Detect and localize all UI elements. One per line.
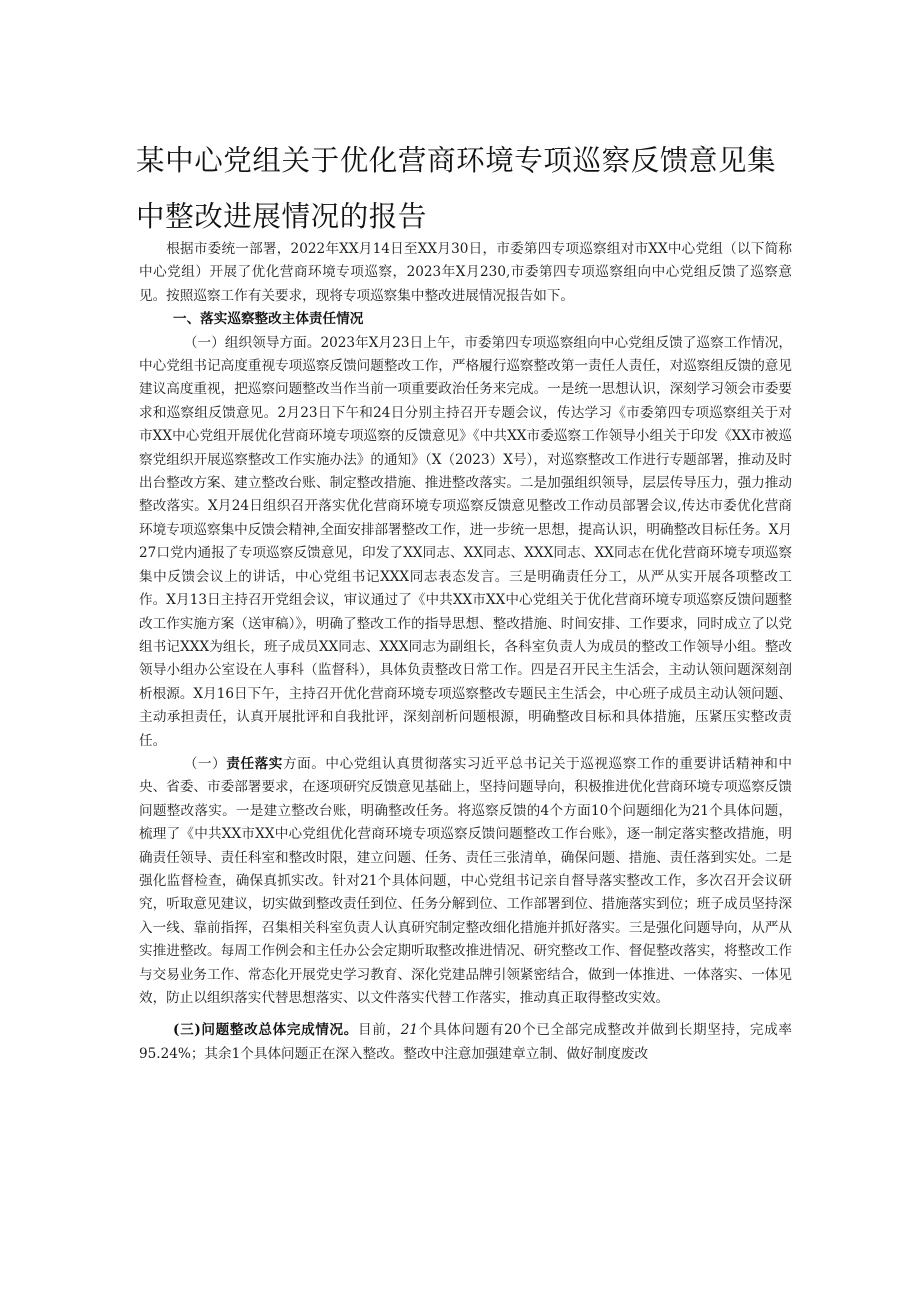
responsibility-text: 方面。中心党组认真贯彻落实习近平总书记关于巡视巡察工作的重要讲话精神和中央、省委、市委部署要求，在逐项研究反馈意见基础上，坚持问题导向，积极推进优化营商环境专项巡察反馈问题整改落实。一是建立整改台账，明确整改任务。将巡察反馈的4个方面10个问题细化为21个具体问题，梳理了《中共XX市XX中心党组优化营商环境专项巡察反馈问题整改工作台账》，逐一制定落实整改措施，明确责任领导、责任科室和整改时限，建立问题、任务、责任三张清单，确保问题、措施、责任落到实处。二是强化监督检查，确保真抓实改。针对21个具体问题，中心党组书记亲自督导落实整改工作，多次召开会议研究，听取意见建议，切实做到整改责任到位、任务分解到位、工作部署到位、措施落实到位；班子成员坚持深入一线、靠前指挥，召集相关科室负责人认真研究制定整改细化措施并抓好落实。三是强化问题导向，从严从实推进整改。每周工作例会和主任办公会定期听取整改推进情况、研究整改工作、督促整改落实，将整改工作与交易业务工作、常态化开展党史学习教育、深化党建品牌引领紧密结合，做到一体推进、一体落实、一体见效，防止以组织落实代替思想落实、以文件落实代替工作落实，推动真正取得整改实效。 xyxy=(139,755,793,1006)
completion-count: 21 xyxy=(400,1022,419,1039)
completion-lead: 目前， xyxy=(358,1022,401,1039)
section-heading: 一、落实巡察整改主体责任情况 xyxy=(173,311,364,328)
intro-paragraph: 根据市委统一部署，2022年XX月14日至XX月30日，市委第四专项巡察组对市XX中心党组（以下简称中心党组）开展了优化营商环境专项巡察，2023年X月230,市委第四专项巡察组向中心党组反馈了巡察意见。按照巡察工作有关要求，现将专项巡察集中整改进展情况报告如下。 xyxy=(139,241,792,304)
document-title: 某中心党组关于优化营商环境专项巡察反馈意见集中整改进展情况的报告 xyxy=(136,144,777,233)
completion-paragraph xyxy=(139,1019,792,1066)
responsibility-keyword: 责任落实 xyxy=(226,755,283,772)
org-leadership-paragraph: （一）组织领导方面。2023年X月23日上午，市委第四专项巡察组向中心党组反馈了巡察工作情况，中心党组书记高度重视专项巡察反馈问题整改工作，严格履行巡察整改第一责任人责任，对巡察组反馈的意见建议高度重视，把巡察问题整改当作当前一项重要政治任务来完成。一是统一思想认识，深刻学习领会市委要求和巡察组反馈意见。2月23日下午和24日分别主持召开专题会议，传达学习《市委第四专项巡察组关于对市XX中心党组开展优化营商环境专项巡察的反馈意见》《中共XX市委巡察工作领导小组关于印发《XX市被巡察党组织开展巡察整改工作实施办法》的通知》（X（2023）X号），对巡察整改工作进行专题部署，推动及时出台整改方案、建立整改台账、制定整改措施、推进整改落实。二是加强组织领导，层层传导压力，强力推动整改落实。X月24日组织召开落实优化营商环境专项巡察反馈意见整改工作动员部署会议,传达市委优化营商环境专项巡察集中反馈会精神,全面安排部署整改工作，进一步统一思想，提高认识，明确整改目标任务。X月27口党内通报了专项巡察反馈意见，印发了XX同志、XX同志、XXX同志、XX同志在优化营商环境专项巡察集中反馈会议上的讲话，中心党组书记XXX同志表态发言。三是明确责任分工，从严从实开展各项整改工作。X月13日主持召开党组会议，审议通过了《中共XX市XX中心党组关于优化营商环境专项巡察反馈问题整改工作实施方案（送审稿）》，明确了整改工作的指导思想、整改措施、时间安排、工作要求，同时成立了以党组书记XXX为组长，班子成员XX同志、XXX同志为副组长，各科室负责人为成员的整改工作领导小组。整改领导小组办公室设在人事科（监督科），具体负责整改日常工作。四是召开民主生活会，主动认领问题深刻剖析根源。X月16日下午，主持召开优化营商环境专项巡察整改专题民主生活会，中心班子成员主动认领问题、主动承担责任，认真开展批评和自我批评，深刻剖析问题根源，明确整改目标和具体措施，压紧压实整改责任。 xyxy=(139,334,792,749)
completion-heading: (三)问题整改总体完成情况。 xyxy=(173,1022,359,1039)
responsibility-paragraph xyxy=(139,753,792,1010)
completion-text: 个具体问题有20个已全部完成整改并做到长期坚持，完成率95.24%；其余1个具体问题正在深入整改。整改中注意加强建章立制、做好制度废改 xyxy=(139,1022,792,1062)
responsibility-prefix: （一） xyxy=(183,755,227,772)
document-body xyxy=(139,238,792,1066)
